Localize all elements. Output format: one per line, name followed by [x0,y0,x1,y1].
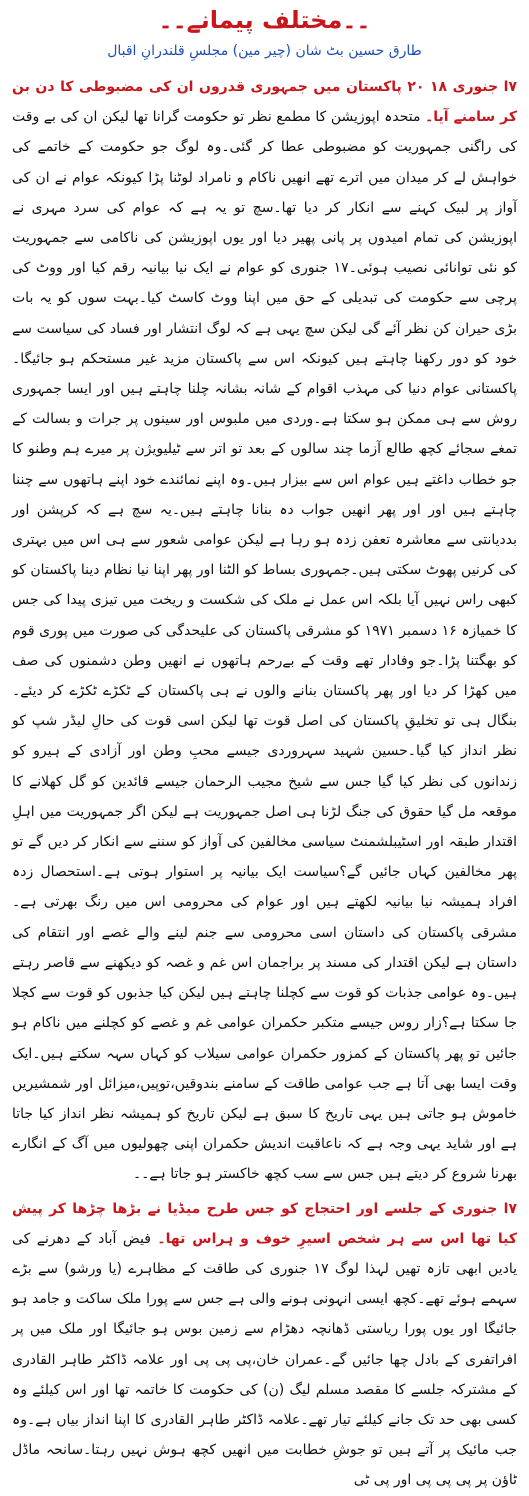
paragraph-1-text: متحدہ اپوزیشن کا مطمع نظر تو حکومت گرانا تھا لیکن ان کی بے وقت کی راگنی جمہوریت کو مضبوطی عطا کر گئی۔وہ لوگ جو حکومت کے خاتمے کی خواہش لے کر میدان میں اترے تھے انھیں ناکام و نامراد لوٹنا پڑا کیونکہ عوام نے ان کی آواز پر لبیک کہنے سے انکار کر دیا تھا۔سچ تو یہ ہے کہ عوام کی سرد مہری نے اپوزیشن کی تمام امیدوں پر پانی پھیر دیا اور یوں اپوزیشن کی ناکامی سے جمہوریت کو نئی توانائی نصیب ہوئی۔۱۷ جنوری کو عوام نے ایک نیا بیانیہ رقم کیا اور ووٹ کی پرچی سے حکومت کی تبدیلی کے حق میں اپنا ووٹ کاسٹ کیا۔بہت سوں کو یہ بات بڑی حیران کن نظر آئے گی لیکن سچ یہی ہے کہ لوگ انتشار اور فساد کی سیاست سے خود کو دور رکھنا چاہتے ہیں کیونکہ اس سے پاکستان مزید غیر مستحکم ہو جائیگا۔پاکستانی عوام دنیا کی مہذب اقوام کے شانہ بشانہ چلنا چاہتے ہیں اور ایسا جمہوری روش سے ہی ممکن ہو سکتا ہے۔وردی میں ملبوس اور سینوں پر جرات و بسالت کے تمغے سجائے کچھ طالع آزما چند سالوں کے بعد تو اتر سے ٹیلیویژن پر میرے ہم وطنو کا جو خطاب داغتے ہیں عوام اس سے بیزار ہیں۔وہ اپنے نمائندے خود اپنے ہاتھوں سے چننا چاہتے ہیں اور اور پھر انھیں جواب دہ بنانا چاہتے ہیں۔یہ سچ ہے کہ کرپشن اور بددیانتی سے معاشرہ تعفن زدہ ہو رہا ہے لیکن عوامی شعور سے ہی اس میں بہتری کی کرنیں پھوٹ سکتی ہیں۔جمہوری بساط کو الٹنا اور پھر اپنا نیا نظام دینا پاکستان کو کبھی راس نہیں آیا بلکہ اس عمل نے ملک کی شکست و ریخت میں تیزی پیدا کی جس کا خمیازہ ۱۶ دسمبر ۱۹۷۱ کو مشرقی پاکستان کی علیحدگی کی صورت میں پوری قوم کو بھگتنا پڑا۔جو وفادار تھے وقت کے بےرحم ہاتھوں نے انھیں وطن دشمنوں کی صف میں کھڑا کر دیا اور پھر پاکستان بنانے والوں نے ہی پاکستان کے ٹکڑے ٹکڑے کر دیئے۔بنگال ہی تو تخلیقِ پاکستان کی اصل قوت تھا لیکن اسی قوت کی حالِ لیڈر شپ کو نظر انداز کیا گیا۔حسین شہید سہروردی جیسے محبِ وطن اور آزادی کے ہیرو کو زندانوں کی نظر کیا گیا جس سے شیخ مجیب الرحمان جیسے قائدین کو گل کھلانے کا موقعہ مل گیا حقوق کی جنگ لڑنا ہی اصل جمہوریت ہے لیکن اگر جمہوریت میں اہلِ اقتدار طبقہ اور اسٹیبلشمنٹ سیاسی مخالفین کی آواز کو سننے سے انکار کر دیں گے تو پھر مخالفین کہاں جائیں گے؟سیاست ایک بیانیہ پر استوار ہوتی ہے۔استحصال زدہ افراد ہمیشہ نیا بیانیہ لکھتے ہیں اور عوام کی محرومی اس میں رنگ بھرتی ہے۔مشرقی پاکستان کی داستان اسی محرومی سے جنم لینے والے غصے اور انتقام کی داستان ہے لیکن اقتدار کی مسند پر براجمان اس غم و غصہ کو دیکھنے سے قاصر رہتے ہیں۔وہ عوامی جذبات کو قوت سے کچلنا چاہتے ہیں لیکن کیا جذبوں کو قوت سے کچلا جا سکتا ہے؟زار روس جیسے متکبر حکمران عوامی غم و غصے کو کچلنے میں ناکام ہو جائیں تو پھر پاکستان کے کمزور حکمران عوامی سیلاب کو کہاں سہہ سکتے ہیں۔ایک وقت ایسا بھی آتا ہے جب عوامی طاقت کے سامنے بندوقیں،توپیں،میزائل اور شمشیریں خاموش ہو جاتی ہیں یہی تاریخ کا سبق ہے لیکن تاریخ کو ہمیشہ نظر انداز کیا جاتا ہے اور شاید یہی وجہ ہے کہ ناعاقبت اندیش حکمران اپنی چھولیوں میں آگ کے انگارے بھرنا شروع کر دیتے ہیں جس سے سب کچھ خاکستر ہو جاتا ہے۔۔ [12,109,517,1183]
paragraph-1 [12,72,517,1190]
paragraph-2-text: فیض آباد کے دھرنے کی یادیں ابھی تازہ تھیں لہذا لوگ ۱۷ جنوری کی طاقت کے مظاہرے (یا ورشو) سے بڑے سہمے ہوئے تھے۔کچھ ایسی انہونی ہونے والی ہے جس سے پورا ملک ساکت و جامد ہو جائیگا اور یوں پورا ریاستی ڈھانچہ دھڑام سے زمین بوس ہو جائیگا اور ملک میں پر افراتفری کے بادل چھا جائیں گے۔عمران خان،پی پی پی اور علامہ ڈاکٹر طاہر القادری کے مشترکہ جلسے کا مقصد مسلم لیگ (ن) کی حکومت کا خاتمہ تھا اور اس کیلئے وہ کسی بھی حد تک جانے کیلئے تیار تھے۔علامہ ڈاکٹر طاہر القادری کا اپنا انداز بیاں ہے۔وہ جب مائیک پر آتے ہیں تو جوشِ خطابت میں انھیں کچھ ہوش نہیں رہتا۔سانحہ ماڈل ٹاؤن پر پی پی پی اور پی ٹی [12,1230,518,1489]
paragraph-2 [12,1194,517,1496]
paragraph-2-lead: ۷ا جنوری کے جلسے اور احتجاج کو جس طرح میڈیا نے بڑھا چڑھا کر پیش کیا تھا اس سے ہر شخص اسیرِ خوف و ہراس تھا۔ [12,1200,517,1247]
author-byline: طارق حسین بٹ شان (چیر مین) مجلسِ قلندرانِ اقبال [107,43,422,59]
paragraph-1-lead: ۷ا جنوری ۱۸ ۲۰ پاکستان میں جمہوری قدروں ان کی مضبوطی کا دن بن کر سامنے آیا۔ [12,79,518,126]
article-title: ۔۔مختلف پیمانے۔۔ [158,6,371,34]
article-body [12,72,517,1496]
